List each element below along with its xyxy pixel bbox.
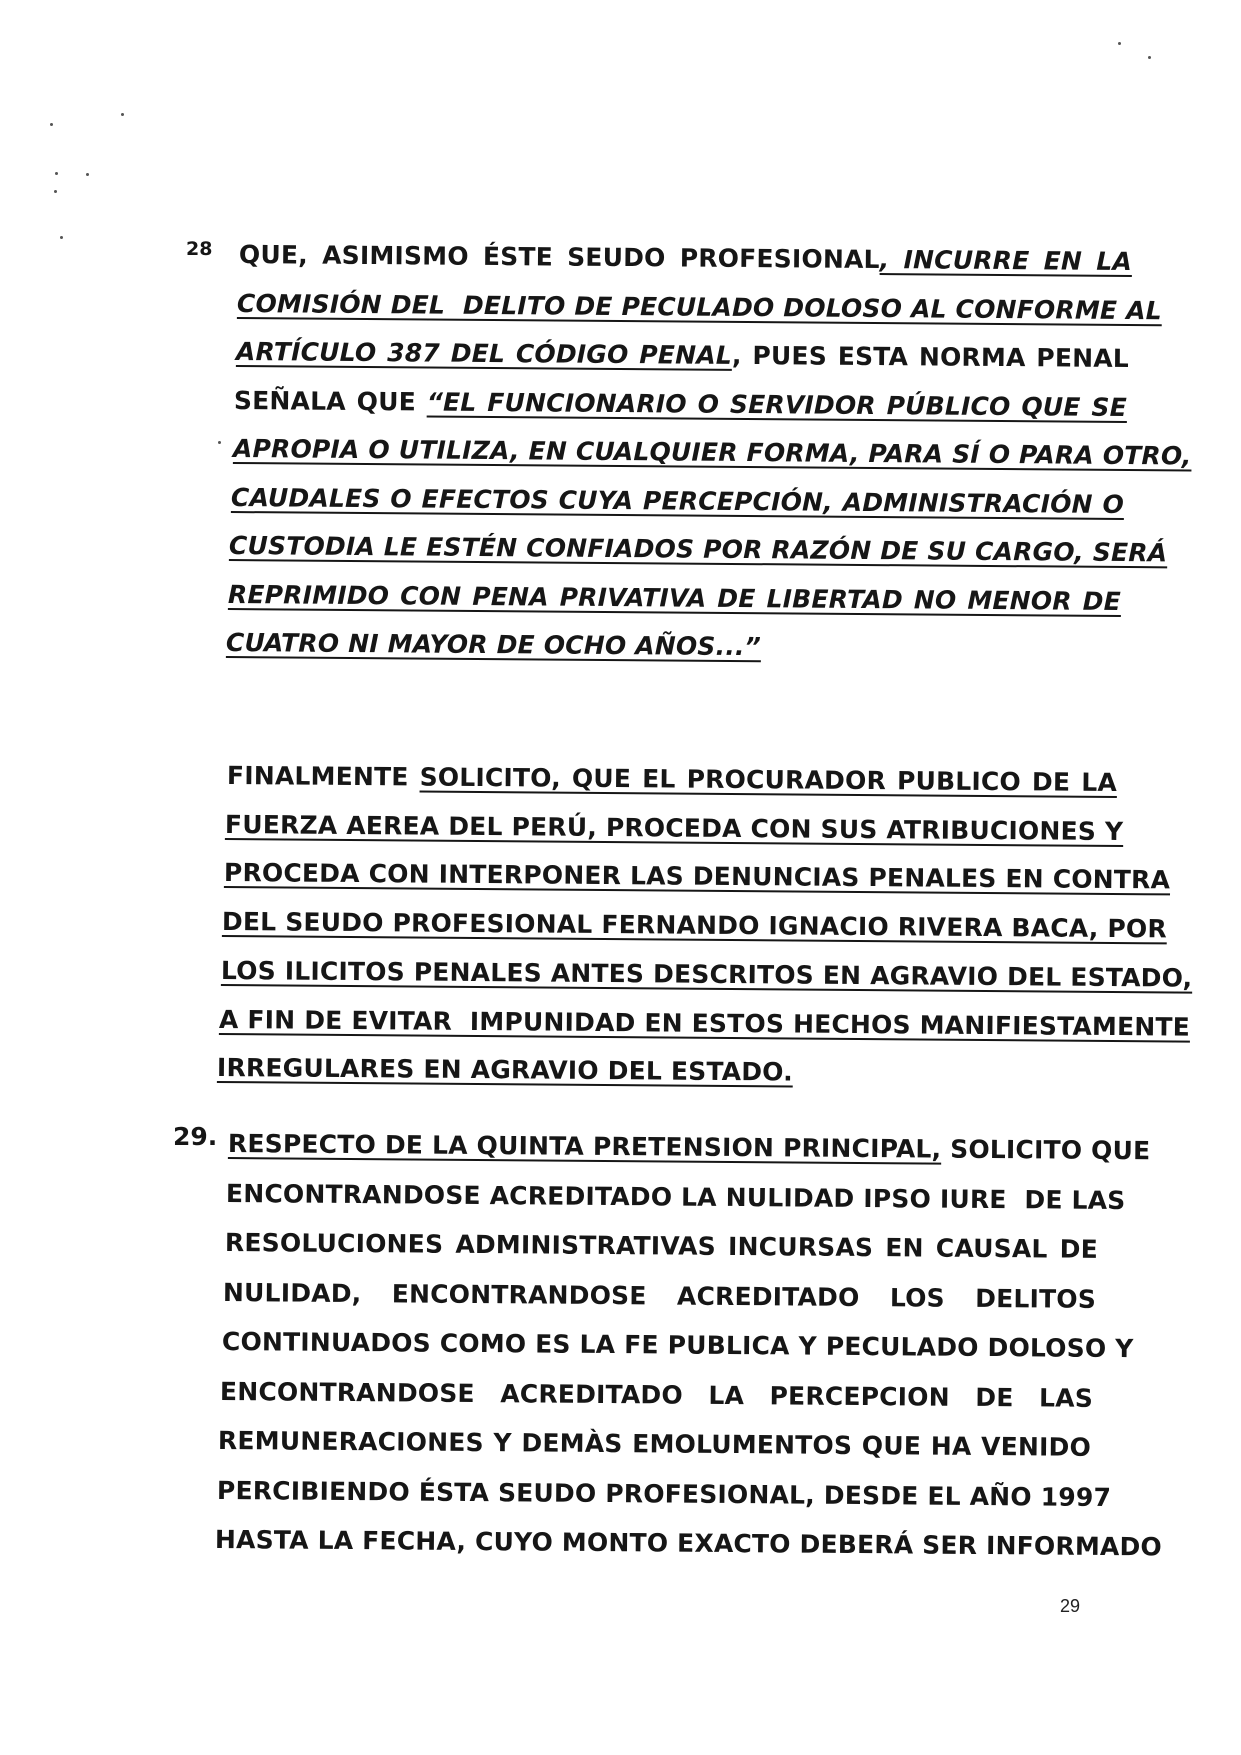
- text-run: REMUNERACIONES Y DEMÀS EMOLUMENTOS QUE HA VENIDO: [218, 1426, 1092, 1462]
- text-run: PROCEDA CON INTERPONER LAS DENUNCIAS PENALES EN CONTRA: [223, 858, 1171, 895]
- text-run: “EL FUNCIONARIO O SERVIDOR PÚBLICO QUE SE: [426, 387, 1128, 422]
- text-line: [216, 1475, 1112, 1513]
- text-line: [225, 809, 1124, 847]
- text-run: QUE, ASIMISMO ÉSTE SEUDO PROFESIONAL: [238, 240, 880, 275]
- text-line: [229, 531, 1168, 568]
- scan-speck: [60, 236, 63, 239]
- text-run: , PUES ESTA NORMA PENAL: [731, 340, 1129, 374]
- text-run: RESOLUCIONES ADMINISTRATIVAS INCURSAS EN CAUSAL DE: [224, 1228, 1098, 1264]
- text-line: [236, 337, 1129, 374]
- text-line: [220, 955, 1192, 993]
- text-run: REPRIMIDO CON PENA PRIVATIVA DE LIBERTAD NO MENOR DE: [227, 579, 1121, 616]
- scan-speck: [218, 441, 221, 444]
- text-run: NULIDAD, ENCONTRANDOSE ACREDITADO LOS DELITOS: [223, 1277, 1097, 1314]
- text-run: , INCURRE EN LA: [879, 245, 1133, 277]
- text-run: PERCIBIENDO ÉSTA SEUDO PROFESIONAL, DESDE EL AÑO 1997: [216, 1475, 1112, 1512]
- text-line: [218, 1004, 1191, 1042]
- text-run: HASTA LA FECHA, CUYO MONTO EXACTO DEBERÁ SER INFORMADO: [215, 1525, 1163, 1562]
- scan-speck: [1148, 56, 1151, 59]
- scan-speck: [86, 173, 89, 176]
- text-line: [223, 858, 1171, 895]
- scan-speck: [54, 190, 57, 193]
- text-run: CUATRO NI MAYOR DE OCHO AÑOS...”: [226, 628, 762, 662]
- text-run: COMISIÓN DEL DELITO DE PECULADO DOLOSO AL CONFORME AL: [237, 288, 1163, 325]
- text-line: [226, 1178, 1126, 1216]
- text-line: [226, 628, 1119, 665]
- text-line: [231, 483, 1124, 520]
- text-run: CUSTODIA LE ESTÉN CONFIADOS POR RAZÓN DE SU CARGO, SERÁ: [229, 531, 1168, 568]
- scan-speck: [50, 123, 53, 126]
- text-line: [239, 240, 1132, 277]
- text-line: [217, 1053, 1107, 1090]
- text-line: [227, 761, 1117, 798]
- text-run: FINALMENTE: [226, 761, 420, 792]
- text-run: CONTINUADOS COMO ES LA FE PUBLICA Y PECULADO DOLOSO Y: [221, 1327, 1134, 1364]
- paragraph-number-29: 29.: [173, 1122, 218, 1151]
- scan-speck: [1118, 42, 1121, 45]
- text-line: [237, 288, 1163, 326]
- text-line: [222, 907, 1168, 944]
- text-run: RESPECTO DE LA QUINTA PRETENSION PRINCIPAL,: [227, 1129, 942, 1164]
- text-line: [215, 1525, 1163, 1562]
- text-line: [225, 1228, 1098, 1265]
- text-run: APROPIA O UTILIZA, EN CUALQUIER FORMA, PARA SÍ O PARA OTRO,: [232, 434, 1192, 471]
- text-run: LOS ILICITOS PENALES ANTES DESCRITOS EN AGRAVIO DEL ESTADO,: [220, 955, 1192, 993]
- text-run: FUERZA AEREA DEL PERÚ, PROCEDA CON SUS ATRIBUCIONES Y: [225, 809, 1124, 846]
- text-run: DEL SEUDO PROFESIONAL FERNANDO IGNACIO RIVERA BACA, POR: [222, 907, 1168, 944]
- text-line: [221, 1327, 1134, 1364]
- text-line: [234, 386, 1127, 423]
- text-run: SEÑALA QUE: [234, 385, 428, 417]
- text-run: SOLICITO, QUE EL PROCURADOR PUBLICO DE LA: [419, 762, 1118, 797]
- paragraph-number-28: 28: [186, 238, 213, 260]
- text-line: [232, 434, 1192, 471]
- page-number: 29: [1060, 1596, 1081, 1616]
- scan-speck: [121, 113, 124, 116]
- text-run: IRREGULARES EN AGRAVIO DEL ESTADO.: [217, 1053, 794, 1087]
- text-run: SOLICITO QUE: [941, 1134, 1151, 1166]
- text-run: ARTÍCULO 387 DEL CÓDIGO PENAL: [235, 337, 732, 370]
- text-line: [220, 1377, 1093, 1414]
- text-line: [223, 1278, 1096, 1315]
- text-line: [218, 1426, 1091, 1463]
- text-line: [227, 1129, 1151, 1166]
- text-line: [228, 580, 1121, 617]
- text-run: ENCONTRANDOSE ACREDITADO LA PERCEPCION DE LAS: [219, 1376, 1094, 1413]
- text-run: CAUDALES O EFECTOS CUYA PERCEPCIÓN, ADMINISTRACIÓN O: [230, 482, 1125, 519]
- text-run: ENCONTRANDOSE ACREDITADO LA NULIDAD IPSO IURE DE LAS: [226, 1178, 1126, 1215]
- text-run: A FIN DE EVITAR IMPUNIDAD EN ESTOS HECHOS MANIFIESTAMENTE: [218, 1004, 1191, 1042]
- scan-speck: [55, 172, 58, 175]
